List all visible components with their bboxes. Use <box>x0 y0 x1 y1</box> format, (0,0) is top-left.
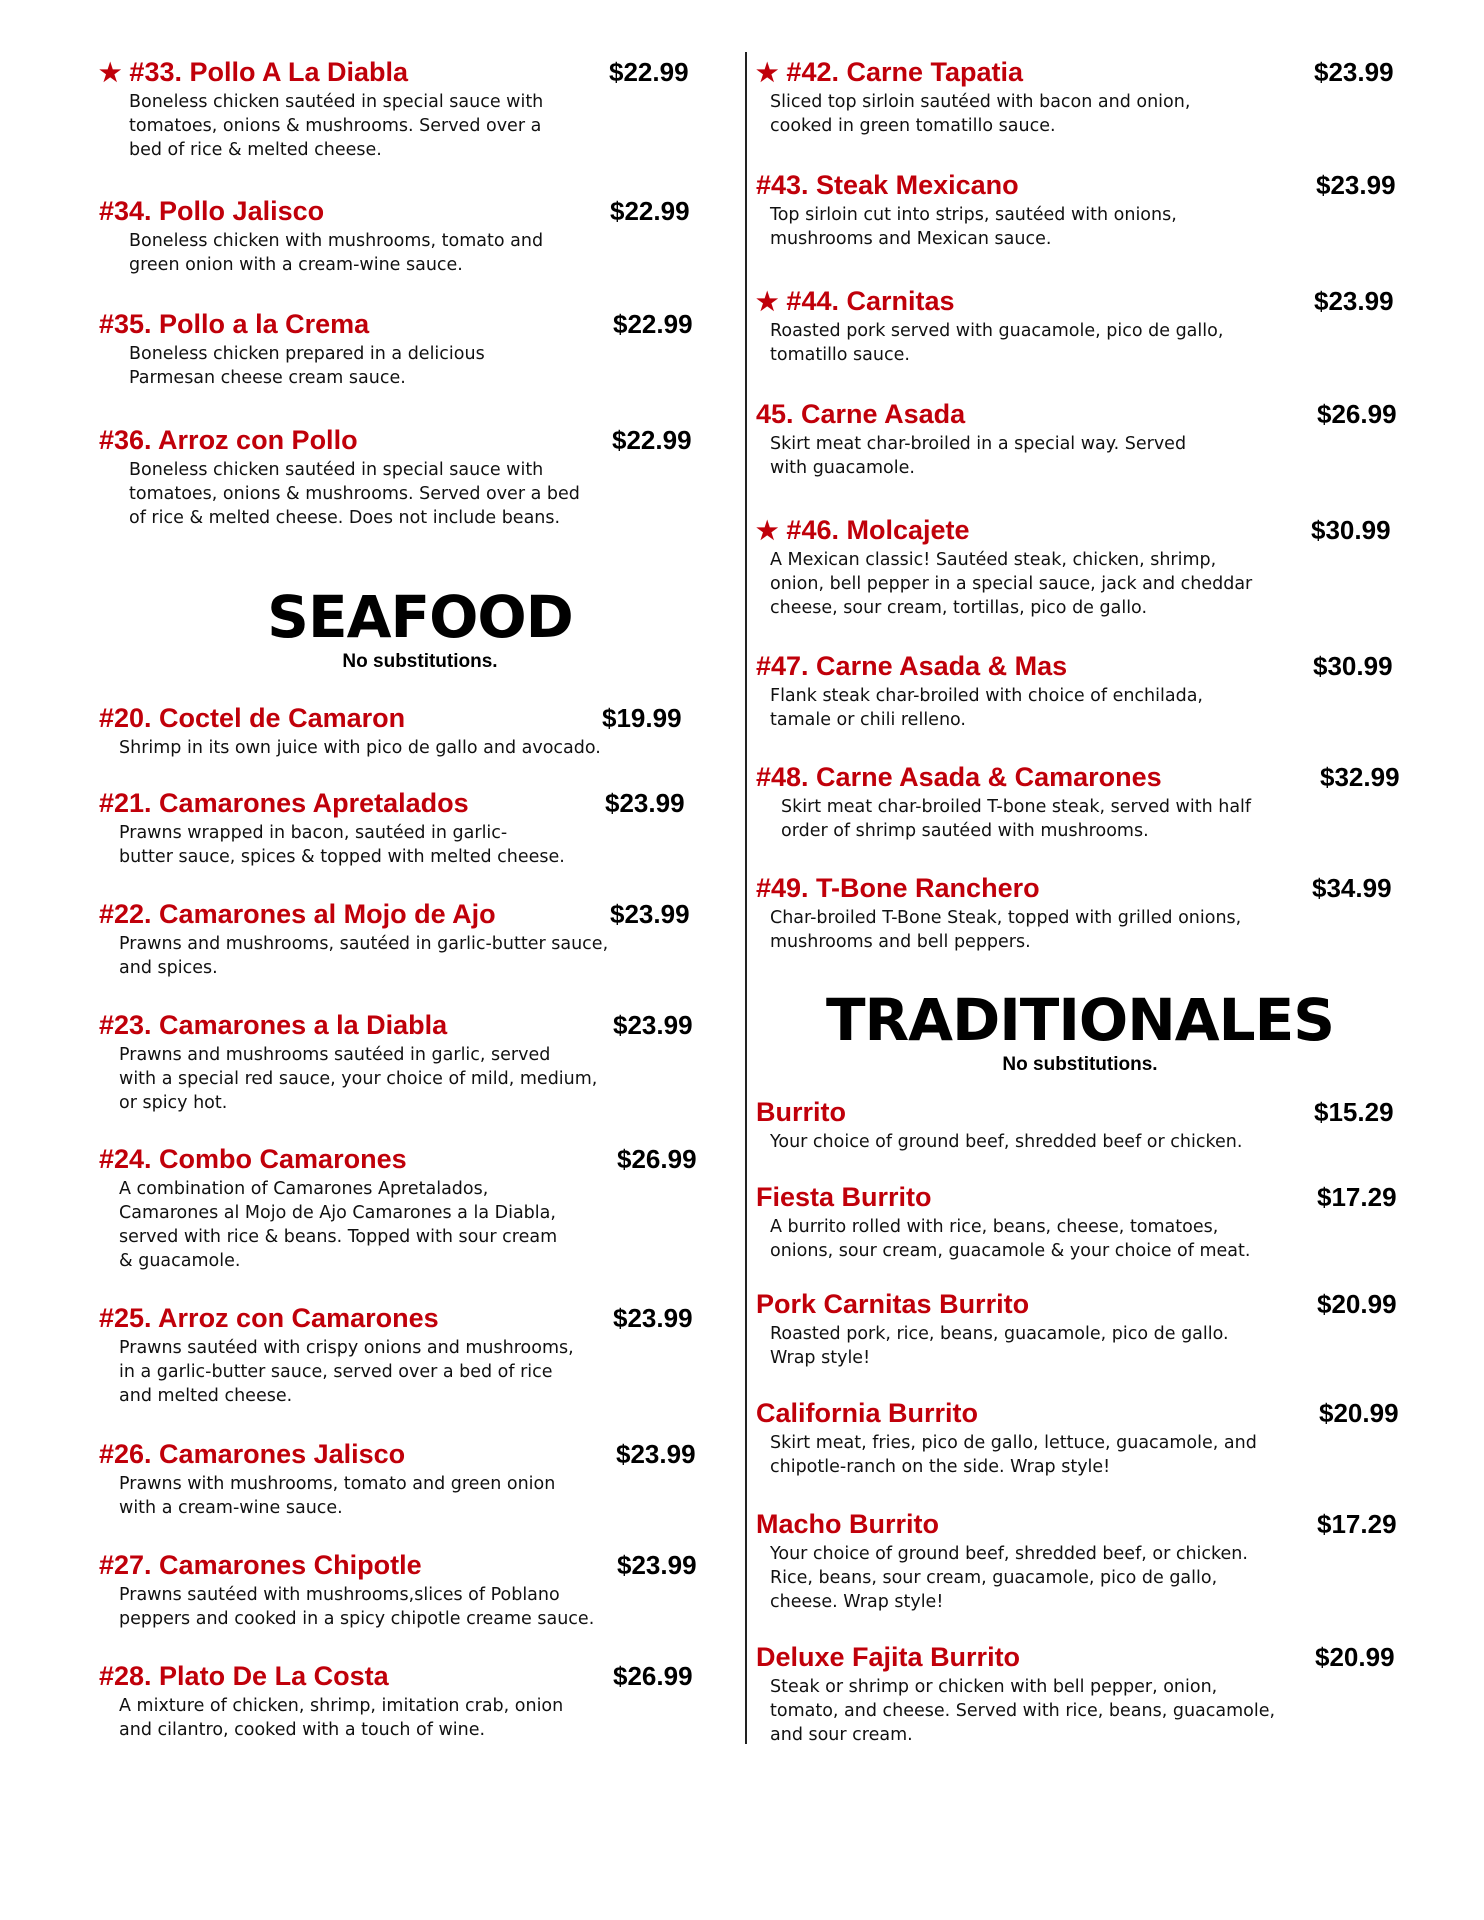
item-name: #48. Carne Asada & Camarones <box>756 762 1162 792</box>
item-name: #21. Camarones Apretalados <box>99 788 469 818</box>
star-icon: ★ <box>756 517 779 545</box>
item-price: $23.99 <box>617 1550 697 1580</box>
item-description: A mixture of chicken, shrimp, imitation crab, onion and cilantro, cooked with a touch of wine. <box>119 1696 564 1740</box>
column-divider <box>745 52 747 1744</box>
star-icon: ★ <box>756 59 779 87</box>
item-description: Boneless chicken sautéed in special sauce with tomatoes, onions & mushrooms. Served over a bed of rice & melted cheese. Does not include beans. <box>129 460 580 528</box>
menu-item <box>756 760 1406 843</box>
menu-item <box>756 397 1406 480</box>
item-description: Your choice of ground beef, shredded beef or chicken. <box>770 1132 1243 1152</box>
menu-item <box>756 168 1406 251</box>
item-price: $23.99 <box>613 1010 693 1040</box>
item-description: Boneless chicken sautéed in special sauce with tomatoes, onions & mushrooms. Served over a bed of rice & melted cheese. <box>129 92 544 160</box>
item-price: $23.99 <box>616 1439 696 1469</box>
item-name: #20. Coctel de Camaron <box>99 703 406 733</box>
item-name: Pork Carnitas Burrito <box>756 1289 1030 1319</box>
item-price: $22.99 <box>612 425 692 455</box>
traditionales-note: No substitutions. <box>1002 1054 1158 1075</box>
item-price: $22.99 <box>609 57 689 87</box>
item-price: $17.29 <box>1317 1182 1397 1212</box>
item-description: Roasted pork served with guacamole, pico de gallo, tomatillo sauce. <box>770 321 1224 365</box>
item-description: Char-broiled T-Bone Steak, topped with grilled onions, mushrooms and bell peppers. <box>770 908 1242 952</box>
item-name: ★ #33. Pollo A La Diabla <box>99 57 409 87</box>
item-price: $20.99 <box>1319 1398 1399 1428</box>
menu-item <box>99 701 699 760</box>
item-name: #43. Steak Mexicano <box>756 170 1019 200</box>
item-description: Prawns with mushrooms, tomato and green onion with a cream-wine sauce. <box>119 1474 556 1518</box>
item-name: #34. Pollo Jalisco <box>99 196 325 226</box>
menu-item <box>756 284 1406 367</box>
menu-item <box>99 1008 699 1115</box>
item-name: ★ #42. Carne Tapatia <box>756 57 1024 87</box>
item-description: Steak or shrimp or chicken with bell pepper, onion, tomato, and cheese. Served with rice, beans, guacamole, and sour cream. <box>770 1677 1276 1745</box>
menu-item <box>756 1095 1406 1154</box>
item-price: $17.29 <box>1317 1509 1397 1539</box>
menu-item <box>99 1548 699 1631</box>
menu-item <box>756 1640 1406 1747</box>
item-name: #36. Arroz con Pollo <box>99 425 358 455</box>
item-name: Burrito <box>756 1097 846 1127</box>
menu-item <box>99 1437 699 1520</box>
item-description: Boneless chicken prepared in a delicious Parmesan cheese cream sauce. <box>129 344 485 388</box>
item-price: $20.99 <box>1317 1289 1397 1319</box>
menu-item <box>756 649 1406 732</box>
item-name: Fiesta Burrito <box>756 1182 932 1212</box>
star-icon: ★ <box>756 288 779 316</box>
item-description: Boneless chicken with mushrooms, tomato and green onion with a cream-wine sauce. <box>129 231 544 275</box>
item-description: Flank steak char-broiled with choice of enchilada, tamale or chili relleno. <box>770 686 1203 730</box>
item-name: #35. Pollo a la Crema <box>99 309 370 339</box>
menu-item <box>756 1287 1406 1370</box>
item-description: Prawns and mushrooms sautéed in garlic, served with a special red sauce, your choice of mild, medium, or spicy hot. <box>119 1045 598 1113</box>
item-description: Prawns sautéed with mushrooms,slices of Poblano peppers and cooked in a spicy chipotle creame sauce. <box>119 1585 595 1629</box>
item-price: $23.99 <box>1316 170 1396 200</box>
item-price: $26.99 <box>617 1144 697 1174</box>
item-name: #49. T-Bone Ranchero <box>756 873 1040 903</box>
menu-item <box>99 55 699 162</box>
item-name: #22. Camarones al Mojo de Ajo <box>99 899 496 929</box>
item-price: $32.99 <box>1320 762 1400 792</box>
item-price: $30.99 <box>1313 651 1393 681</box>
menu-item <box>99 1301 699 1408</box>
item-description: Prawns wrapped in bacon, sautéed in garlic- butter sauce, spices & topped with melted cheese. <box>119 823 565 867</box>
item-name: ★ #46. Molcajete <box>756 515 970 545</box>
menu-item <box>99 194 699 277</box>
item-name: #28. Plato De La Costa <box>99 1661 389 1691</box>
menu-item <box>756 1396 1406 1479</box>
menu-item <box>756 871 1406 954</box>
menu-item <box>99 786 699 869</box>
item-description: Sliced top sirloin sautéed with bacon and onion, cooked in green tomatillo sauce. <box>770 92 1191 136</box>
item-name: #25. Arroz con Camarones <box>99 1303 439 1333</box>
item-description: A burrito rolled with rice, beans, cheese, tomatoes, onions, sour cream, guacamole & your choice of meat. <box>770 1217 1251 1261</box>
menu-item <box>99 1659 699 1742</box>
item-description: Your choice of ground beef, shredded beef, or chicken. Rice, beans, sour cream, guacamole, pico de gallo, cheese. Wrap style! <box>770 1544 1248 1612</box>
seafood-note: No substitutions. <box>342 651 498 672</box>
item-name: #23. Camarones a la Diabla <box>99 1010 448 1040</box>
item-price: $23.99 <box>613 1303 693 1333</box>
item-price: $26.99 <box>1317 399 1397 429</box>
item-description: Roasted pork, rice, beans, guacamole, pico de gallo. Wrap style! <box>770 1324 1229 1368</box>
item-price: $23.99 <box>1314 286 1394 316</box>
item-price: $22.99 <box>613 309 693 339</box>
item-description: Prawns sautéed with crispy onions and mushrooms, in a garlic-butter sauce, served over a bed of rice and melted cheese. <box>119 1338 574 1406</box>
menu-item <box>756 513 1406 620</box>
item-name: ★ #44. Carnitas <box>756 286 955 316</box>
item-name: Deluxe Fajita Burrito <box>756 1642 1021 1672</box>
item-price: $19.99 <box>602 703 682 733</box>
item-price: $20.99 <box>1315 1642 1395 1672</box>
menu-item <box>756 1507 1406 1614</box>
star-icon: ★ <box>99 59 122 87</box>
item-description: Top sirloin cut into strips, sautéed with onions, mushrooms and Mexican sauce. <box>770 205 1177 249</box>
item-price: $23.99 <box>605 788 685 818</box>
menu-item <box>99 307 699 390</box>
item-description: Shrimp in its own juice with pico de gallo and avocado. <box>119 738 601 758</box>
item-price: $34.99 <box>1312 873 1392 903</box>
menu-item <box>99 1142 699 1273</box>
item-description: A Mexican classic! Sautéed steak, chicken, shrimp, onion, bell pepper in a special sauce, jack and cheddar cheese, sour cream, tortillas, pico de gallo. <box>770 550 1253 618</box>
item-name: Macho Burrito <box>756 1509 940 1539</box>
item-price: $23.99 <box>610 899 690 929</box>
item-name: #47. Carne Asada & Mas <box>756 651 1068 681</box>
menu-item <box>756 1180 1406 1263</box>
seafood-heading: SEAFOOD <box>267 583 573 651</box>
item-name: #27. Camarones Chipotle <box>99 1550 422 1580</box>
item-description: Skirt meat, fries, pico de gallo, lettuce, guacamole, and chipotle-ranch on the side. Wrap style! <box>770 1433 1257 1477</box>
menu-item <box>99 423 699 530</box>
item-name: 45. Carne Asada <box>756 399 966 429</box>
traditionales-heading: TRADITIONALES <box>825 986 1335 1054</box>
item-name: #24. Combo Camarones <box>99 1144 407 1174</box>
item-description: Skirt meat char-broiled in a special way. Served with guacamole. <box>770 434 1187 478</box>
item-description: Skirt meat char-broiled T-bone steak, served with half order of shrimp sautéed with mushrooms. <box>781 797 1252 841</box>
item-name: California Burrito <box>756 1398 979 1428</box>
item-price: $22.99 <box>610 196 690 226</box>
menu-item <box>756 55 1406 138</box>
item-name: #26. Camarones Jalisco <box>99 1439 406 1469</box>
item-description: A combination of Camarones Apretalados, Camarones al Mojo de Ajo Camarones a la Diabla, served with rice & beans. Topped with sour cream & guacamole. <box>119 1179 558 1271</box>
item-price: $26.99 <box>613 1661 693 1691</box>
menu-item <box>99 897 699 980</box>
item-price: $30.99 <box>1311 515 1391 545</box>
item-description: Prawns and mushrooms, sautéed in garlic-butter sauce, and spices. <box>119 934 609 978</box>
item-price: $15.29 <box>1314 1097 1394 1127</box>
item-price: $23.99 <box>1314 57 1394 87</box>
